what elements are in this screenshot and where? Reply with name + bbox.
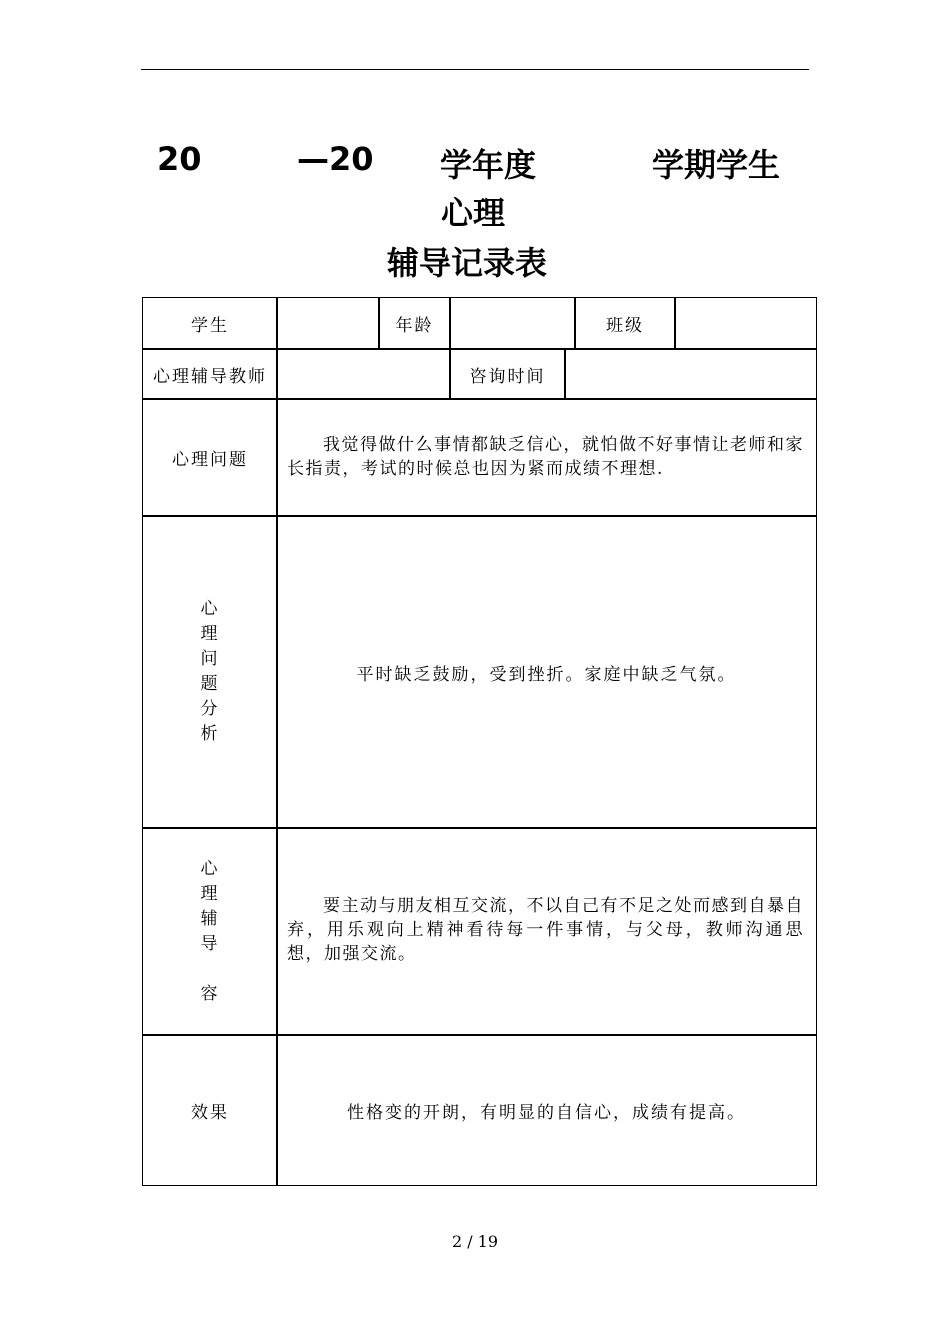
age-value-cell[interactable] xyxy=(449,297,576,350)
counsel-label-char: 心 xyxy=(200,858,220,879)
problem-label-cell xyxy=(142,398,278,517)
page-indicator: 2 / 19 xyxy=(451,1232,499,1251)
time-value-cell[interactable] xyxy=(564,348,817,400)
time-label: 咨询时间 xyxy=(469,366,546,387)
form-title-line1 xyxy=(0,140,950,184)
title-year-start: 20 xyxy=(157,140,202,178)
title-academic-year: 学年度 xyxy=(440,146,537,184)
counsel-text-cell xyxy=(276,827,817,1036)
age-label: 年龄 xyxy=(395,316,434,336)
counsel-label-char: 导 xyxy=(200,933,220,954)
effect-text: 性格变的开朗，有明显的自信心，成绩有提高。 xyxy=(347,1102,746,1123)
analysis-label-char: 析 xyxy=(200,724,220,744)
counsel-label-char: 容 xyxy=(200,983,220,1004)
counsel-label-char: 辅 xyxy=(200,908,220,929)
title-semester-student: 学期学生 xyxy=(652,146,781,184)
counsel-label-char: 理 xyxy=(200,883,220,904)
header-rule xyxy=(141,69,809,70)
class-label-cell xyxy=(574,297,676,350)
class-value-cell[interactable] xyxy=(674,297,817,350)
problem-label: 心理问题 xyxy=(172,450,248,470)
student-label: 学生 xyxy=(191,316,229,336)
counsel-label-cell xyxy=(142,827,278,1036)
effect-label-cell xyxy=(142,1034,278,1186)
analysis-text: 平时缺乏鼓励，受到挫折。家庭中缺乏气氛。 xyxy=(356,664,737,685)
analysis-label-cell xyxy=(142,515,278,829)
time-label-cell xyxy=(449,348,566,400)
counsel-text: 要主动与朋友相互交流，不以自己有不足之处而感到自暴自弃，用乐观向上精神看待每一件事情，与父母，教师沟通思想，加强交流。 xyxy=(287,896,804,964)
analysis-label-char: 分 xyxy=(200,699,220,719)
teacher-label-cell xyxy=(142,348,278,400)
analysis-label-char: 问 xyxy=(200,649,220,669)
form-title-line3: 辅导记录表 xyxy=(387,244,548,282)
student-label-cell xyxy=(142,297,278,350)
analysis-label-char: 题 xyxy=(200,674,220,694)
analysis-label-char: 心 xyxy=(200,599,220,619)
effect-text-cell xyxy=(276,1034,817,1186)
analysis-text-cell xyxy=(276,515,817,829)
problem-text-cell xyxy=(276,398,817,517)
form-title-line2: 心理 xyxy=(441,194,506,232)
problem-text: 我觉得做什么事情都缺乏信心，就怕做不好事情让老师和家长指责，考试的时候总也因为紧而成绩不理想. xyxy=(287,435,804,479)
student-value-cell[interactable] xyxy=(276,297,380,350)
class-label: 班级 xyxy=(606,316,644,336)
teacher-value-cell[interactable] xyxy=(276,348,451,400)
age-label-cell xyxy=(378,297,451,350)
teacher-label: 心理辅导教师 xyxy=(153,366,267,387)
title-year-end: —20 xyxy=(297,140,374,178)
effect-label: 效果 xyxy=(191,1102,229,1123)
analysis-label-char: 理 xyxy=(200,624,220,644)
